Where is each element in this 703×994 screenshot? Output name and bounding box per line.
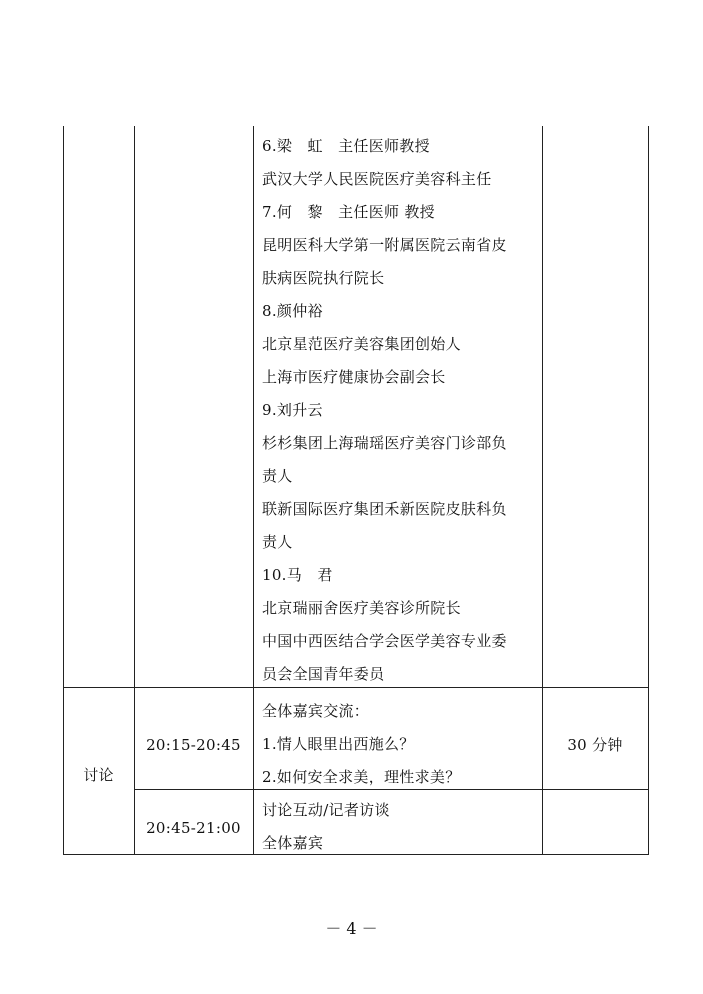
discussion-content-line: 讨论互动/记者访谈 [262, 801, 390, 819]
speaker-line: 9.刘升云 [262, 401, 323, 419]
speaker-line: 昆明医科大学第一附属医院云南省皮 [262, 236, 507, 254]
speaker-line: 7.何 黎 主任医师 教授 [262, 203, 435, 221]
table-column-divider-2 [253, 126, 254, 855]
discussion-content-line: 2.如何安全求美，理性求美？ [262, 768, 461, 786]
discussion-section-label: 讨论 [83, 766, 114, 784]
discussion-time-2: 20:45-21:00 [146, 819, 241, 837]
discussion-content-line: 全体嘉宾交流： [262, 702, 370, 720]
table-row-divider-1 [63, 687, 649, 688]
speaker-line: 中国中西医结合学会医学美容专业委 [262, 632, 507, 650]
table-border-bottom [63, 854, 649, 855]
speaker-line: 员会全国青年委员 [262, 665, 385, 683]
speaker-line: 联新国际医疗集团禾新医院皮肤科负 [262, 500, 507, 518]
speaker-line: 肤病医院执行院长 [262, 269, 385, 287]
speaker-line: 责人 [262, 533, 293, 551]
table-row-divider-2 [134, 789, 649, 790]
speaker-line: 杉杉集团上海瑞瑶医疗美容门诊部负 [262, 434, 507, 452]
speaker-line: 上海市医疗健康协会副会长 [262, 368, 446, 386]
discussion-time-1: 20:15-20:45 [146, 736, 241, 754]
speaker-line: 8.颜仲裕 [262, 302, 323, 320]
speaker-line: 北京星范医疗美容集团创始人 [262, 335, 461, 353]
speaker-line: 10.马 君 [262, 566, 333, 584]
speaker-line: 武汉大学人民医院医疗美容科主任 [262, 170, 492, 188]
discussion-content-line: 1.情人眼里出西施么？ [262, 735, 415, 753]
discussion-content-line: 全体嘉宾 [262, 834, 324, 852]
speaker-line: 北京瑞丽舍医疗美容诊所院长 [262, 599, 461, 617]
discussion-duration: 30 分钟 [567, 736, 623, 754]
speaker-line: 责人 [262, 467, 293, 485]
page-number: － 4 － [325, 919, 378, 938]
table-border-left [63, 126, 64, 855]
table-border-right [648, 126, 649, 855]
speaker-line: 6.梁 虹 主任医师教授 [262, 137, 430, 155]
